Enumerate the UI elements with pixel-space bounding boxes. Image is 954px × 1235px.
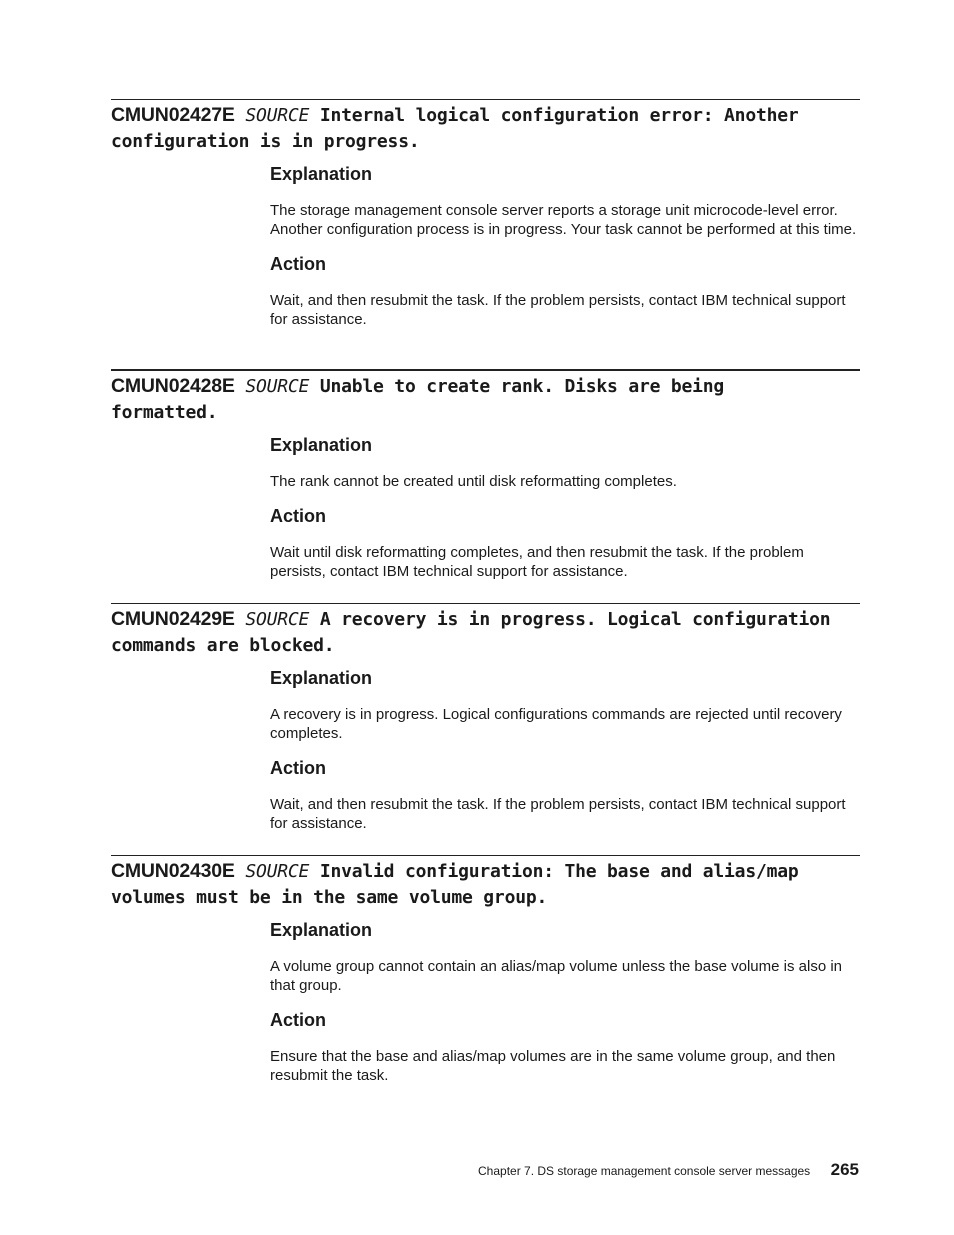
action-text: Ensure that the base and alias/map volumes are in the same volume group, and then resubmit the task. bbox=[270, 1048, 836, 1084]
message-id: CMUN02429E bbox=[111, 608, 235, 630]
message-body bbox=[270, 434, 860, 581]
explanation-heading: Explanation bbox=[270, 164, 373, 184]
message-heading bbox=[111, 102, 860, 155]
message-entry bbox=[111, 369, 860, 581]
message-title: A recovery is in progress. Logical configuration commands are blocked. bbox=[111, 609, 831, 656]
message-source: SOURCE bbox=[245, 861, 310, 882]
message-id: CMUN02427E bbox=[111, 104, 235, 126]
action-text: Wait, and then resubmit the task. If the problem persists, contact IBM technical support for assistance. bbox=[270, 796, 846, 832]
explanation-text: The rank cannot be created until disk reformatting completes. bbox=[270, 473, 677, 490]
page-footer bbox=[478, 1160, 859, 1180]
divider bbox=[111, 369, 860, 371]
message-id: CMUN02428E bbox=[111, 375, 235, 397]
action-text: Wait, and then resubmit the task. If the problem persists, contact IBM technical support for assistance. bbox=[270, 292, 846, 328]
explanation-text: A volume group cannot contain an alias/map volume unless the base volume is also in that group. bbox=[270, 958, 842, 994]
divider bbox=[111, 855, 860, 856]
message-body bbox=[270, 919, 860, 1085]
action-heading: Action bbox=[270, 506, 326, 526]
message-entry bbox=[111, 855, 860, 1085]
page-number: 265 bbox=[830, 1160, 859, 1179]
message-source: SOURCE bbox=[245, 376, 310, 397]
action-heading: Action bbox=[270, 254, 326, 274]
message-heading bbox=[111, 606, 860, 659]
message-heading bbox=[111, 373, 771, 426]
message-entry bbox=[111, 603, 860, 833]
message-source: SOURCE bbox=[245, 609, 310, 630]
explanation-text: The storage management console server reports a storage unit microcode-level error. Another configuration process is in progress. Your task cannot be performed at this time. bbox=[270, 202, 857, 238]
explanation-text: A recovery is in progress. Logical configurations commands are rejected until recovery completes. bbox=[270, 706, 842, 742]
message-source: SOURCE bbox=[245, 105, 310, 126]
message-body bbox=[270, 163, 860, 329]
message-body bbox=[270, 667, 860, 833]
message-title: Internal logical configuration error: Another configuration is in progress. bbox=[111, 105, 799, 152]
message-title: Unable to create rank. Disks are being formatted. bbox=[111, 376, 725, 423]
message-title: Invalid configuration: The base and alias/map volumes must be in the same volume group. bbox=[111, 861, 799, 908]
explanation-heading: Explanation bbox=[270, 435, 373, 455]
message-entry bbox=[111, 99, 860, 329]
action-heading: Action bbox=[270, 758, 326, 778]
action-text: Wait until disk reformatting completes, and then resubmit the task. If the problem persists, contact IBM technical support for assistance. bbox=[270, 544, 804, 580]
chapter-title: Chapter 7. DS storage management console server messages bbox=[478, 1164, 811, 1178]
action-heading: Action bbox=[270, 1010, 326, 1030]
message-id: CMUN02430E bbox=[111, 860, 235, 882]
explanation-heading: Explanation bbox=[270, 920, 373, 940]
divider bbox=[111, 603, 860, 604]
message-heading bbox=[111, 858, 860, 911]
divider bbox=[111, 99, 860, 100]
explanation-heading: Explanation bbox=[270, 668, 373, 688]
